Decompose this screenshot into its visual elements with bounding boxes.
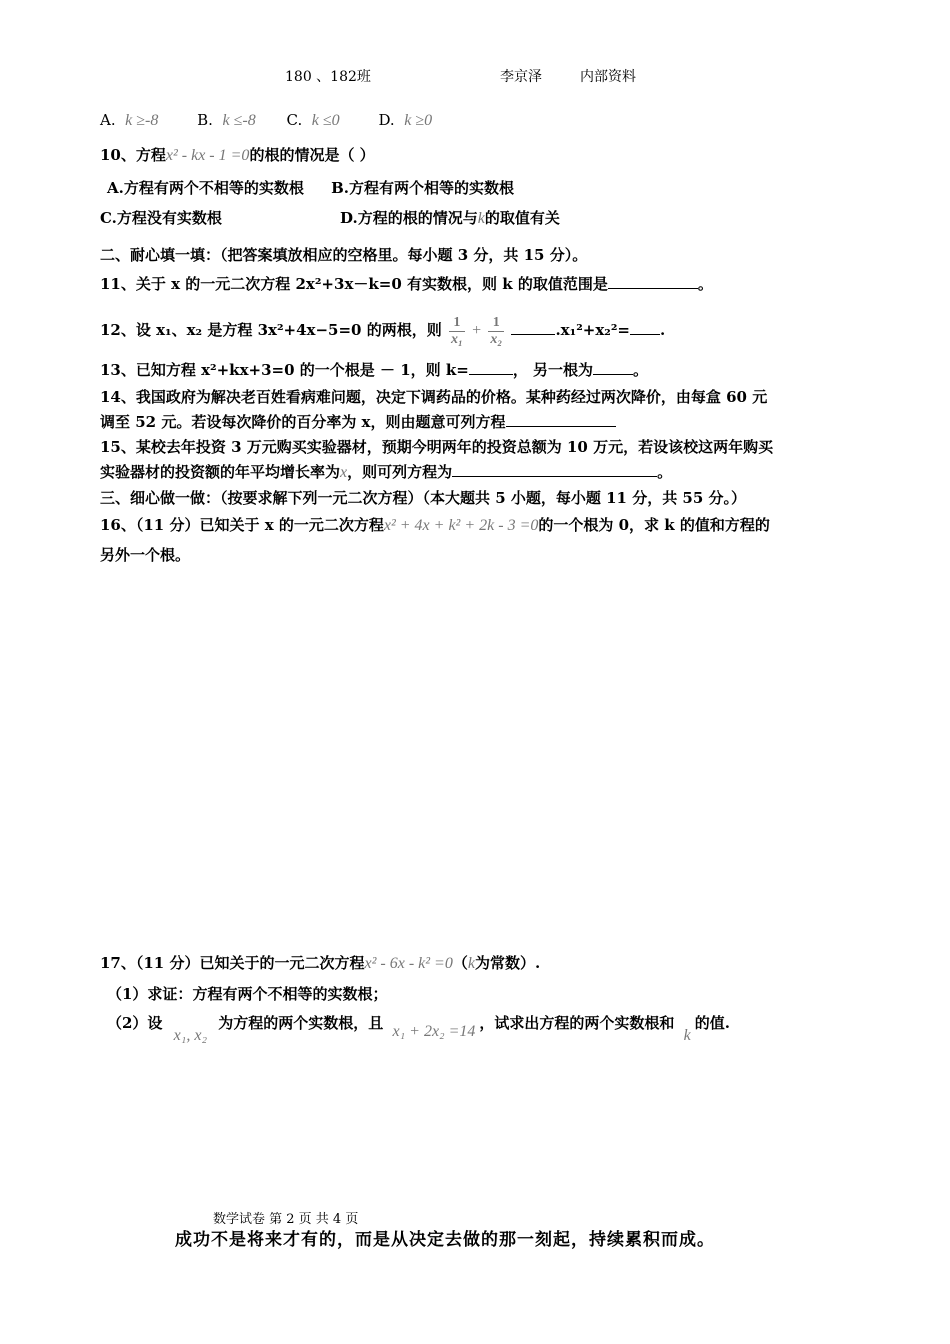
q13-blank-k	[469, 360, 513, 375]
q11: 11、关于 x 的一元二次方程 2x²+3x－k=0 有实数根，则 k 的取值范围是 。	[100, 275, 713, 293]
q12-blank-1	[511, 320, 555, 335]
q9-option-d: D. k ≥0	[378, 111, 433, 129]
q17-part2: （2）设 x₁, x₂ 为方程的两个实数根，且 x₁ + 2x₂ =14 ，试求出方程的两个实数根和 k的值.	[107, 1014, 730, 1044]
q17-part1: （1）求证：方程有两个不相等的实数根；	[107, 985, 388, 1003]
q13: 13、已知方程 x²+kx+3=0 的一个根是 － 1，则 k= ， 另一根为 。	[100, 361, 649, 379]
q9-options	[100, 110, 432, 131]
q17-stem: 17、（11 分）已知关于的一元二次方程x² - 6x - k² =0（k为常数）.	[100, 954, 541, 972]
q15-line1: 15、某校去年投资 3 万元购买实验器材，预期今明两年的投资总额为 10 万元，若设该校这两年购买	[100, 438, 774, 456]
section2-heading: 二、耐心填一填：（把答案填放相应的空格里。每小题 3 分，共 15 分）。	[100, 246, 588, 264]
q17-part2-k: k	[683, 1027, 691, 1044]
q10-options-cd	[100, 208, 560, 228]
q17-equation: x² - 6x - k² =0	[364, 955, 453, 972]
q10-options-ab	[107, 178, 514, 198]
q12-frac-1: $\frac{1}{\text{x₁}}$	[450, 314, 463, 347]
q12: 12、设 x₁、x₂ 是方程 3x²+4x−5=0 的两根，则 $\frac{1}{\text{x₁}}$ + $\frac{1}{\text{x₂}}$ .x₁²+x₂²= .	[100, 314, 666, 347]
q10-option-a: A.方程有两个不相等的实数根	[107, 179, 304, 197]
q9-option-c: C. k ≤0	[286, 111, 340, 129]
header-classes: 180 、182班	[285, 69, 371, 85]
q16-equation: x² + 4x + k² + 2k - 3 =0	[383, 517, 539, 534]
q15-blank	[452, 462, 657, 477]
q10-equation: x² - kx - 1 =0	[165, 147, 250, 164]
q10-option-d: D.方程的根的情况与k的取值有关	[340, 209, 560, 227]
q12-blank-2	[630, 320, 660, 335]
q12-frac-2: $\frac{1}{\text{x₂}}$	[490, 314, 503, 347]
q14-blank	[506, 412, 616, 427]
q17-part2-vars: x₁, x₂	[173, 1027, 207, 1044]
q14-line2: 调至 52 元。若设每次降价的百分率为 x，则由题意可列方程	[100, 412, 616, 432]
q16-line2: 另外一个根。	[100, 546, 191, 564]
q17-part2-condition: x₁ + 2x₂ =14	[392, 1023, 476, 1040]
header-author: 李京泽	[500, 69, 542, 85]
q10-option-c: C.方程没有实数根	[100, 209, 222, 227]
q11-answer-blank	[608, 274, 698, 289]
section3-heading: 三、细心做一做：（按要求解下列一元二次方程）（本大题共 5 小题，每小题 11 分，共 55 分。）	[100, 489, 747, 507]
q9-option-a: A. k ≥-8	[100, 111, 159, 129]
q16-line1: 16、（11 分）已知关于 x 的一元二次方程x² + 4x + k² + 2k - 3 =0的一个根为 0，求 k 的值和方程的	[100, 516, 770, 534]
page-number: 数学试卷 第 2 页 共 4 页	[213, 1212, 359, 1227]
motto: 成功不是将来才有的，而是从决定去做的那一刻起，持续累积而成。	[175, 1230, 715, 1250]
q15-line2: 实验器材的投资额的年平均增长率为x，则可列方程为 。	[100, 463, 673, 481]
q13-blank-root	[593, 360, 633, 375]
q10-stem: 10、方程x² - kx - 1 =0的根的情况是（ ）	[100, 146, 375, 164]
q14-line1: 14、我国政府为解决老百姓看病难问题，决定下调药品的价格。某种药经过两次降价，由每盒 60 元	[100, 388, 768, 406]
header-label: 内部资料	[580, 69, 636, 85]
q9-option-b: B. k ≤-8	[197, 111, 256, 129]
q10-option-b: B.方程有两个相等的实数根	[331, 179, 515, 197]
